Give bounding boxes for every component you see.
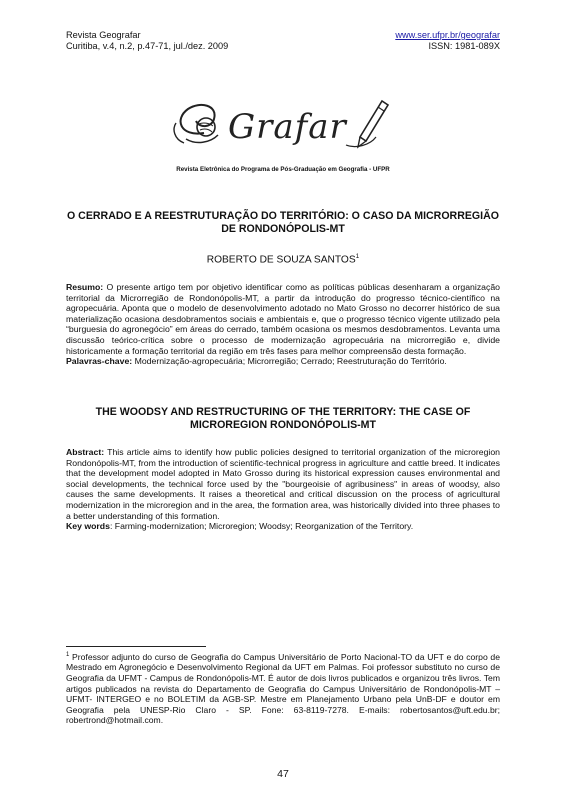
article-title-pt: O CERRADO E A REESTRUTURAÇÃO DO TERRITÓRIO: O CASO DA MICRORREGIÃO DE RONDONÓPOLIS-MT — [67, 210, 499, 235]
author-name: ROBERTO DE SOUZA SANTOS — [206, 254, 356, 266]
keywords-text: : Farming-modernization; Microregion; Woodsy; Reorganization of the Territory. — [109, 521, 414, 532]
abstract-block — [66, 447, 500, 532]
footnote — [66, 650, 500, 726]
journal-url-link[interactable]: www.ser.ufpr.br/geografar — [395, 30, 500, 40]
resumo-text: O presente artigo tem por objetivo identificar como as políticas públicas desenharam a organização territorial da Microrregião de Rondonópolis-MT, a partir da introdução do progresso técnico-científico na agropecuária. Aponta que o modelo de desenvolvimento adotado no Mato Grosso no decorrer histórico de sua materialização ocasiona desdobramentos sociais e ambientais e, que o progresso técnico vigente utilizado pela “burguesia do agronegócio” em áreas do cerrado, também ocasiona os mesmos desdobramentos. Levanta uma discussão teórico-crítica sobre o processo de modernização agropecuária na microrregião e, divide historicamente a formação territorial da região em três fases para melhor compreensão desta formação. — [66, 282, 500, 356]
page-number: 47 — [277, 768, 289, 780]
journal-citation: Curitiba, v.4, n.2, p.47-71, jul./dez. 2009 — [66, 41, 229, 51]
palavras-chave-text: Modernização-agropecuária; Microrregião; Cerrado; Reestruturação do Território. — [132, 356, 447, 367]
journal-issn: ISSN: 1981-089X — [428, 41, 500, 51]
footnote-divider — [66, 646, 206, 647]
footnote-text: Professor adjunto do curso de Geografia do Campus Universitário de Porto Nacional-TO da UFT e do corpo de Mestrado em Agronegócio e Desenvolvimento Regional da UFT em Palmas. Foi professor substituto no curso de Geografia da UFMT - Campus de Rondonópolis-MT. É autor de dois livros publicados e organizou três livros. Tem artigos publicados na revista do Departamento de Geografia do Campus Universitário de Rondonópolis-MT – UFMT- INTERGEO e no BOLETIM da AGB-SP. Mestre em Planejamento Urbano pela UnB-DF e doutor em Geografia pela UNESP-Rio Claro - SP. Fone: 63-8119-7278. E-mails: robertosantos@uft.edu.br; robertrond@hotmail.com. — [66, 651, 500, 726]
logo-subtitle: Revista Eletrônica do Programa de Pós-Graduação em Geografia - UFPR — [176, 166, 390, 173]
author-footnote-mark: 1 — [355, 253, 360, 260]
palavras-chave-label: Palavras-chave: — [66, 356, 133, 367]
resumo-label: Resumo: — [66, 282, 104, 292]
journal-name: Revista Geografar — [66, 30, 141, 40]
author-line — [66, 253, 500, 265]
journal-logo — [170, 93, 400, 155]
running-header-right — [395, 30, 500, 52]
footnote-mark: 1 — [66, 652, 70, 658]
resumo-block — [66, 282, 500, 367]
keywords-label: Key words — [66, 521, 110, 532]
abstract-label: Abstract: — [66, 447, 105, 457]
article-title-en: THE WOODSY AND RESTRUCTURING OF THE TERRITORY: THE CASE OF MICROREGION RONDONÓPOLIS-MT — [95, 406, 471, 431]
running-header-left — [66, 30, 228, 52]
logo-wordmark: Grafar — [228, 107, 347, 147]
abstract-text: This article aims to identify how public policies designed to territorial organization of the microregion Rondonópolis-MT, from the introduction of scientific-technical progress in agriculture and cattle breed. It indicates that the development model adopted in Mato Grosso during its historical expression causes environmental and social developments, the technical force used by the "bourgeoisie of agribusiness" in areas of woodsy, also causes the same developments. It raises a theoretical and critical discussion on the process of agricultural modernization in the microregion and in the area, the formation area, was historically divided into three phases to a better understanding of this formation. — [66, 447, 500, 521]
